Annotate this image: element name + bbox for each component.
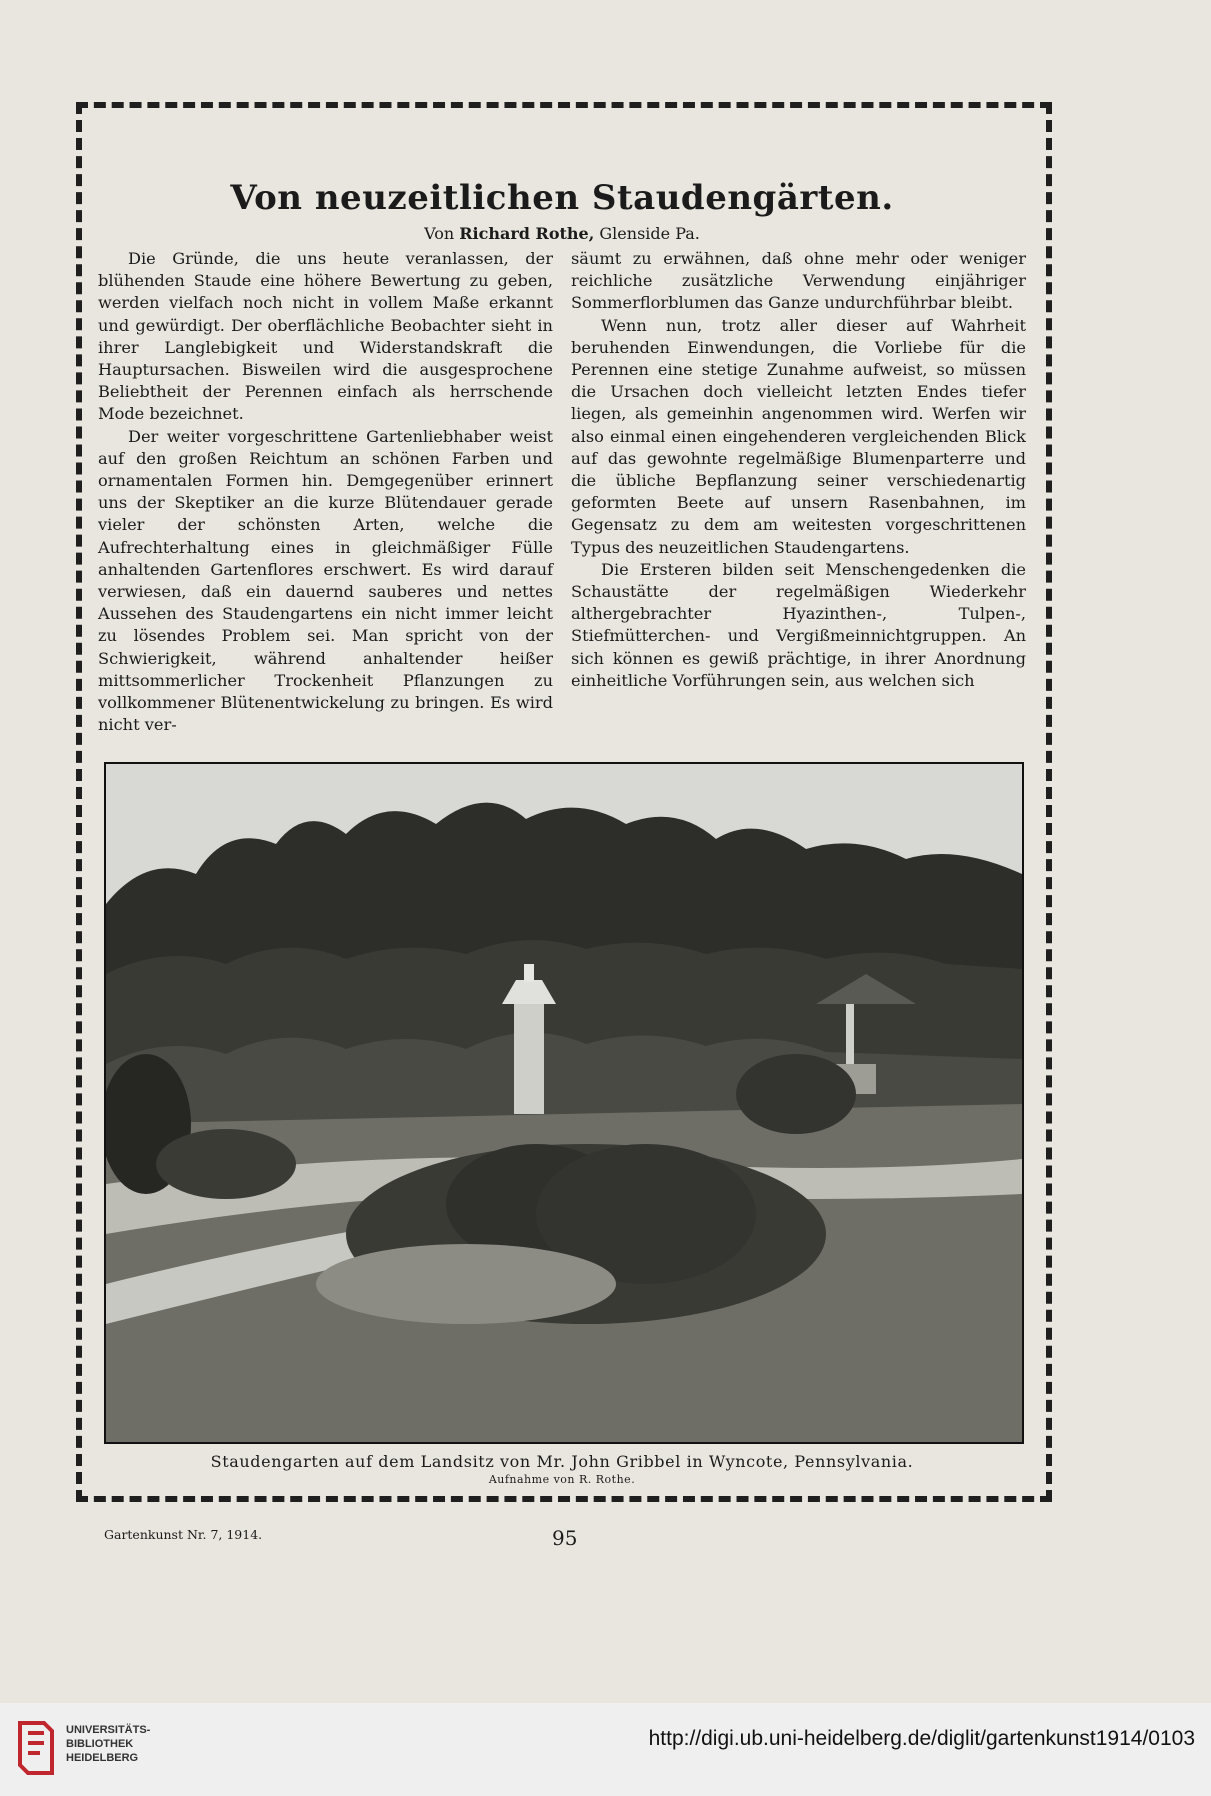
byline <box>98 224 1026 243</box>
left-column <box>98 248 553 766</box>
author-location: Glenside Pa. <box>599 224 700 243</box>
byline-prefix: Von <box>424 224 455 243</box>
right-column <box>571 248 1026 766</box>
library-name-line: UNIVERSITÄTS- <box>66 1724 151 1736</box>
article-title: Von neuzeitlichen Staudengärten. <box>230 178 894 218</box>
photo-credit: Aufnahme von R. Rothe. <box>488 1473 636 1486</box>
paragraph: Wenn nun, trotz aller dieser auf Wahrheit beruhenden Einwendungen, die Vorliebe für die Perennen eine stetige Zunahme aufweist, so müssen die Ursachen doch vielleicht letzten Endes tiefer liegen, als gemeinhin angenommen wird. Werfen wir also einmal einen eingehenderen vergleichenden Blick auf das gewohnte regelmäßige Blumenparterre und die übliche Bepflanzung seiner verschiedenartig geformten Beete auf unsern Rasenbahnen, im Gegensatz zu dem am weitesten vorgeschrittenen Typus des neuzeitlichen Staudengartens. <box>571 315 1026 557</box>
figure-caption: Staudengarten auf dem Landsitz von Mr. John Gribbel in Wyncote, Pennsylvania. <box>210 1452 914 1471</box>
library-name-line: BIBLIOTHEK <box>66 1738 134 1750</box>
author-name: Richard Rothe, <box>459 224 595 243</box>
page-number: 95 <box>552 1526 578 1550</box>
garden-photograph <box>104 762 1024 1444</box>
article-body <box>98 248 1026 766</box>
library-name-line: HEIDELBERG <box>66 1752 139 1764</box>
library-logo-icon[interactable] <box>14 1717 58 1779</box>
journal-reference: Gartenkunst Nr. 7, 1914. <box>104 1527 263 1542</box>
paragraph: säumt zu erwähnen, daß ohne mehr oder weniger reichliche zusätzliche Verwendung einjähriger Sommerflorblumen das Ganze undurchführbar bleibt. <box>571 249 1026 313</box>
garden-scene-illustration <box>106 764 1022 1442</box>
paragraph: Die Ersteren bilden seit Menschengedenken die Schaustätte der regelmäßigen Wiederkehr althergebrachter Hyazinthen-, Tulpen-, Stiefmütterchen- und Vergißmeinnichtgruppen. An sich können es gewiß prächtige, in ihrer Anordnung einheitliche Vorführungen sein, aus welchen sich <box>571 559 1026 690</box>
permalink-url[interactable]: http://digi.ub.uni-heidelberg.de/diglit/gartenkunst1914/0103 <box>648 1727 1195 1750</box>
paragraph: Der weiter vorgeschrittene Gartenliebhaber weist auf den großen Reichtum an schönen Farben und ornamentalen Formen hin. Demgegenüber erinnert uns der Skeptiker an die kurze Blütendauer gerade vieler der schönsten Arten, welche die Aufrechterhaltung eines in gleichmäßiger Fülle anhaltenden Gartenflores erschwert. Es wird darauf verwiesen, daß ein dauernd sauberes und nettes Aussehen des Staudengartens ein nicht immer leicht zu lösendes Problem sei. Man spricht von der Schwierigkeit, während anhaltender heißer mittsommerlicher Trockenheit Pflanzungen zu vollkommener Blütenentwickelung zu bringen. Es wird nicht ver- <box>98 426 553 735</box>
library-footer <box>0 1703 1211 1796</box>
library-name <box>66 1723 150 1765</box>
paragraph: Die Gründe, die uns heute veranlassen, der blühenden Staude eine höhere Bewertung zu geben, werden vielfach noch nicht in vollem Maße erkannt und gewürdigt. Der oberflächliche Beobachter sieht in ihrer Langlebigkeit und Widerstandskraft die Hauptursachen. Bisweilen wird die ausgesprochene Beliebtheit der Perennen einfach als herrschende Mode bezeichnet. <box>98 249 553 424</box>
